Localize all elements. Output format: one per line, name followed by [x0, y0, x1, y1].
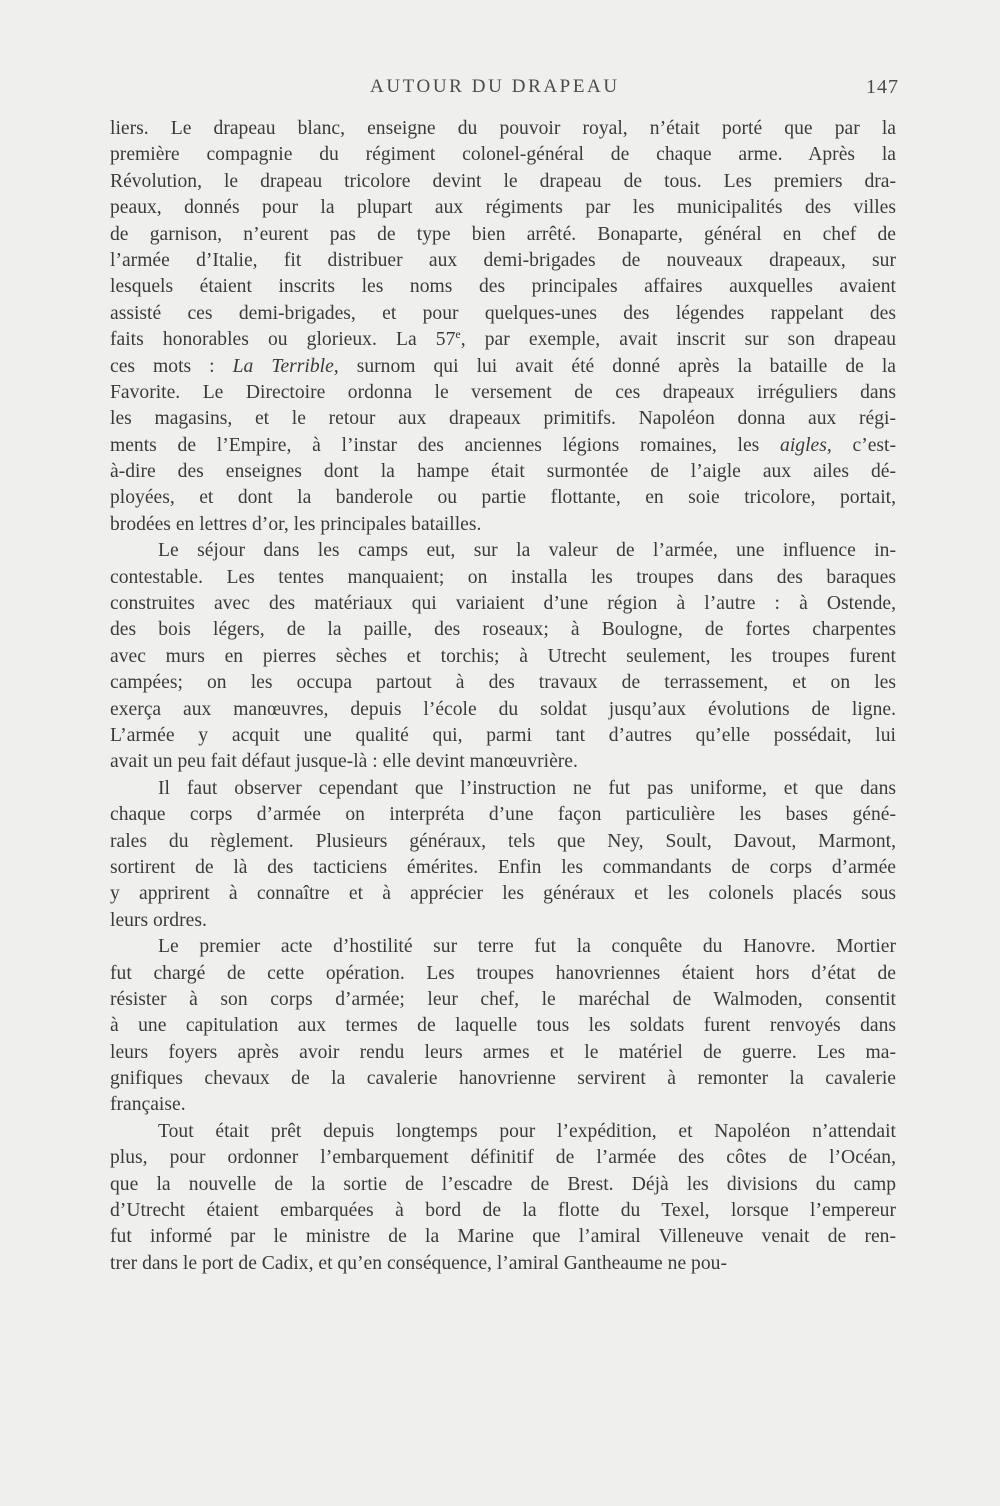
paragraph [110, 934, 896, 1119]
text-line [110, 433, 896, 459]
text-line: de garnison, n’eurent pas de type bien arrêté. Bonaparte, général en chef de [110, 223, 896, 245]
text-line: des bois légers, de la paille, des roseaux; à Boulogne, de fortes charpentes [110, 619, 896, 641]
text-line: campées; on les occupa partout à des travaux de terrassement, et on les [110, 672, 896, 694]
text-segment: ments de l’Empire, à l’instar des anciennes légions romaines, les [110, 434, 781, 456]
text-line: première compagnie du régiment colonel-général de chaque arme. Après la [110, 144, 896, 166]
text-line: plus, pour ordonner l’embarquement définitif de l’armée des côtes de l’Océan, [110, 1147, 896, 1169]
text-line: résister à son corps d’armée; leur chef, le maréchal de Walmoden, consentit [110, 988, 896, 1010]
text-line: liers. Le drapeau blanc, enseigne du pouvoir royal, n’était porté que par la [110, 118, 896, 139]
text-line: fut informé par le ministre de la Marine que l’amiral Villeneuve venait de ren- [110, 1226, 896, 1248]
text-segment: , par exemple, avait inscrit sur son drapeau [460, 329, 897, 351]
text-line: fut chargé de cette opération. Les troupes hanovriennes étaient hors d’état de [110, 962, 896, 984]
text-line: peaux, donnés pour la plupart aux régiments par les municipalités des villes [110, 197, 896, 219]
text-segment: , c’est- [826, 434, 897, 456]
text-line: chaque corps d’armée on interpréta d’une façon particulière les bases géné- [110, 804, 896, 826]
text-line: leurs ordres. [110, 909, 207, 931]
text-line: ployées, et dont la banderole ou partie flottante, en soie tricolore, portait, [110, 487, 896, 509]
text-line: construites avec des matériaux qui variaient d’une région à l’autre : à Ostende, [110, 593, 896, 615]
text-line: sortirent de là des tacticiens émérites. Enfin les commandants de corps d’armée [110, 856, 896, 878]
text-line: avec murs en pierres sèches et torchis; à Utrecht seulement, les troupes furent [110, 645, 896, 667]
text-line: Tout était prêt depuis longtemps pour l’expédition, et Napoléon n’attendait [158, 1120, 896, 1142]
text-line: leurs foyers après avoir rendu leurs armes et le matériel de guerre. Les ma- [110, 1041, 896, 1063]
text-segment: surnom qui lui avait été donné après la bataille de la [338, 355, 897, 377]
paragraph [110, 538, 896, 776]
text-line: Révolution, le drapeau tricolore devint le drapeau de tous. Les premiers dra- [110, 170, 896, 192]
italic-text: aigles [780, 434, 827, 456]
text-line: que la nouvelle de la sortie de l’escadre de Brest. Déjà les divisions du camp [110, 1173, 896, 1195]
running-head [0, 76, 1000, 102]
running-title: AUTOUR DU DRAPEAU [370, 76, 620, 97]
text-line: les magasins, et le retour aux drapeaux primitifs. Napoléon donna aux régi- [110, 408, 896, 430]
page-number: 147 [866, 76, 899, 98]
body-text [110, 116, 896, 1277]
paragraph [110, 1119, 896, 1277]
text-line: à-dire des enseignes dont la hampe était surmontée de l’aigle aux ailes dé- [110, 461, 896, 483]
text-line: rales du règlement. Plusieurs généraux, tels que Ney, Soult, Davout, Marmont, [110, 830, 896, 852]
text-line: l’armée d’Italie, fit distribuer aux demi-brigades de nouveaux drapeaux, sur [110, 249, 896, 271]
text-line: lesquels étaient inscrits les noms des principales affaires auxquelles avaient [110, 276, 896, 298]
text-line: contestable. Les tentes manquaient; on installa les troupes dans des baraques [110, 566, 896, 588]
text-line: à une capitulation aux termes de laquelle tous les soldats furent renvoyés dans [110, 1015, 896, 1037]
text-line: y apprirent à connaître et à apprécier les généraux et les colonels placés sous [110, 883, 896, 905]
superscript: e [455, 327, 461, 342]
text-line: brodées en lettres d’or, les principales batailles. [110, 513, 482, 535]
text-line: exerça aux manœuvres, depuis l’école du soldat jusqu’aux évolutions de ligne. [110, 698, 896, 720]
italic-text: La Terrible, [232, 355, 339, 377]
text-line: Le premier acte d’hostilité sur terre fut la conquête du Hanovre. Mortier [158, 936, 896, 958]
text-line: gnifiques chevaux de la cavalerie hanovrienne servirent à remonter la cavalerie [110, 1068, 896, 1090]
text-line: Le séjour dans les camps eut, sur la valeur de l’armée, une influence in- [158, 540, 896, 562]
text-line [110, 327, 896, 353]
text-line: Favorite. Le Directoire ordonna le versement de ces drapeaux irréguliers dans [110, 381, 896, 403]
text-line: Il faut observer cependant que l’instruction ne fut pas uniforme, et que dans [158, 777, 896, 799]
text-line: L’armée y acquit une qualité qui, parmi tant d’autres qu’elle possédait, lui [110, 724, 896, 746]
text-segment: faits honorables ou glorieux. La 57 [110, 329, 456, 351]
text-segment: ces mots : [110, 355, 233, 377]
paragraph [110, 776, 896, 934]
text-line: assisté ces demi-brigades, et pour quelques-unes des légendes rappelant des [110, 302, 896, 324]
text-line: avait un peu fait défaut jusque-là : elle devint manœuvrière. [110, 751, 578, 773]
paragraph [110, 116, 896, 538]
text-line: trer dans le port de Cadix, et qu’en conséquence, l’amiral Gantheaume ne pou- [110, 1252, 727, 1274]
text-line [110, 354, 896, 380]
text-line: française. [110, 1094, 186, 1116]
text-line: d’Utrecht étaient embarquées à bord de la flotte du Texel, lorsque l’empereur [110, 1200, 896, 1222]
